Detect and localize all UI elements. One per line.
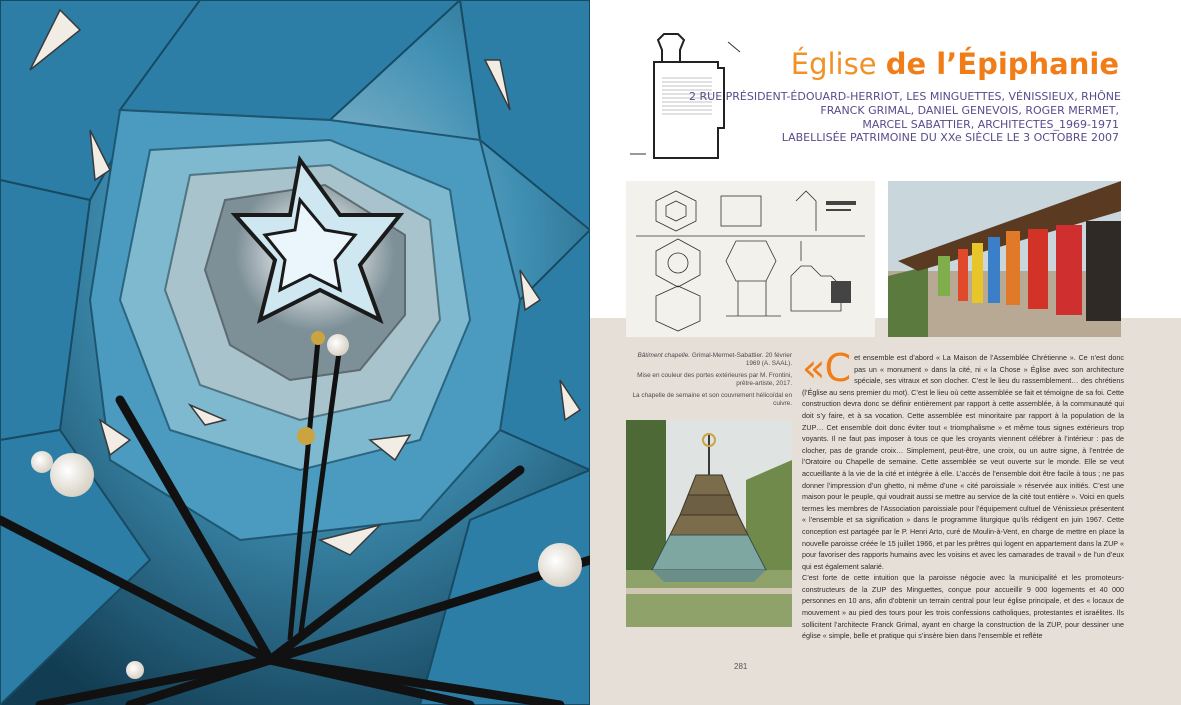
address-block — [689, 90, 1119, 145]
image-captions — [626, 352, 792, 412]
article-body — [802, 346, 1124, 642]
body-paragraph-1-text: et ensemble est d’abord « La Maison de l’Assemblée Chrétienne ». Ce n’est donc pas un « monument » dans la cité, ni « la Chose » Église avec son architecture spéciale, ses vitraux et son clocher. C’est le lieu du rassemblement… des chrétiens (l’Église au sens premier du mot). C’est le lieu où cette assemblée se fait et témoigne de sa foi. Cette construction devra donc se définir entièrement par rapport à cette assemblée, à la communauté qui doit s’y faire, et à sa vocation. Cette assemblée est minoritaire par rapport à la population de la ZUP… Cet ensemble doit donc éviter tout « triomphalisme » et même tous signes extérieurs trop voyants. Il ne faut pas imposer à tous ce que les croyants viennent célébrer à l’intérieur : pas de clocher, pas de grande croix… Simplement, peut-être, une croix, ou un autre signe, à l’entrée de l’Oratoire ou Chapelle de semaine. Cette assemblée se veut ouverte sur le monde. Elle se veut accueillante à la vie de la cité et intégrée à elle. L’accès de l’ensemble doit être facile à tous ; ne pas donner l’impression d’un ghetto, ni même d’une « cité paroissiale » réservée aux initiés. C’est une maison pour le peuple, qui voudrait aussi se mettre au service de la cité tout entière ». Voici en quels termes les membres de l’Association paroissiale pour l’équipement cultuel de Vénissieux présentent « l’ensemble et sa signification » dans le programme liturgique qu’ils rédigent en juin 1967. Cette conception est partagée par le P. Henri Arto, curé de Moulin-à-Vent, en charge de mettre en place la nouvelle paroisse créée le 15 juillet 1966, et par les prêtres qui logent en appartement dans la ZUP « pour favoriser des rapports humains avec les voisins et avec les camarades de travail » de l’un d’eux qui est également salarié. — [802, 353, 1124, 571]
address-line: MARCEL SABATTIER, ARCHITECTES_1969-1971 — [862, 117, 1119, 131]
caption-sketch-italic: Bâtiment chapelle. — [637, 352, 691, 359]
caption-sketch — [626, 352, 792, 368]
roof-photo-drawing — [0, 0, 590, 705]
page-number: 281 — [734, 662, 748, 671]
address-line: LABELLISÉE PATRIMOINE DU XXe SIÈCLE LE 3 OCTOBRE 2007 — [781, 131, 1119, 145]
right-page — [590, 0, 1181, 705]
body-paragraph-2: C’est forte de cette intuition que la paroisse négocie avec la municipalité et les promoteurs-constructeurs de la ZUP des Minguettes, conçue pour accueillir 9 000 logements et 40 000 personnes en 10 ans, afin d’obtenir un terrain central pour leur église principale, et des « locaux de mouvement » au pied des tours pour les trois confessions catholiques, protestantes et israélites. Ils sollicitent l’architecte Franck Grimal, ayant en charge la construction de la ZUP, pour dessiner une église « simple, belle et pratique qui s’insère bien dans l’ensemble et reflète — [802, 573, 1124, 641]
address-line: 2 RUE PRÉSIDENT-ÉDOUARD-HERRIOT, LES MINGUETTES, VÉNISSIEUX, RHÔNE — [689, 90, 1121, 103]
drop-cap-letter: C — [824, 346, 852, 390]
caption-doors: Mise en couleur des portes extérieures par M. Frontini, prêtre-artiste, 2017. — [637, 372, 792, 387]
caption-chapel: La chapelle de semaine et son couvrement hélicoïdal en cuivre. — [632, 392, 792, 407]
body-paragraph-1 — [802, 346, 1124, 572]
caption-sketch-rest: Grimal-Mermet-Sabattier. 20 février 1969 (A. SAAL). — [690, 352, 792, 367]
colored-doors-photo — [888, 181, 1121, 337]
architectural-sketch-image — [626, 181, 875, 337]
title-light: Église — [790, 47, 877, 81]
drop-cap — [802, 346, 852, 390]
page-title — [791, 46, 1119, 82]
title-bold: de l’Épiphanie — [885, 47, 1119, 81]
address-line: FRANCK GRIMAL, DANIEL GENEVOIS, ROGER MERMET, — [820, 103, 1119, 117]
interior-roof-photo — [0, 0, 590, 705]
opening-quote-mark: « — [802, 346, 825, 390]
chapel-photo — [626, 420, 792, 627]
